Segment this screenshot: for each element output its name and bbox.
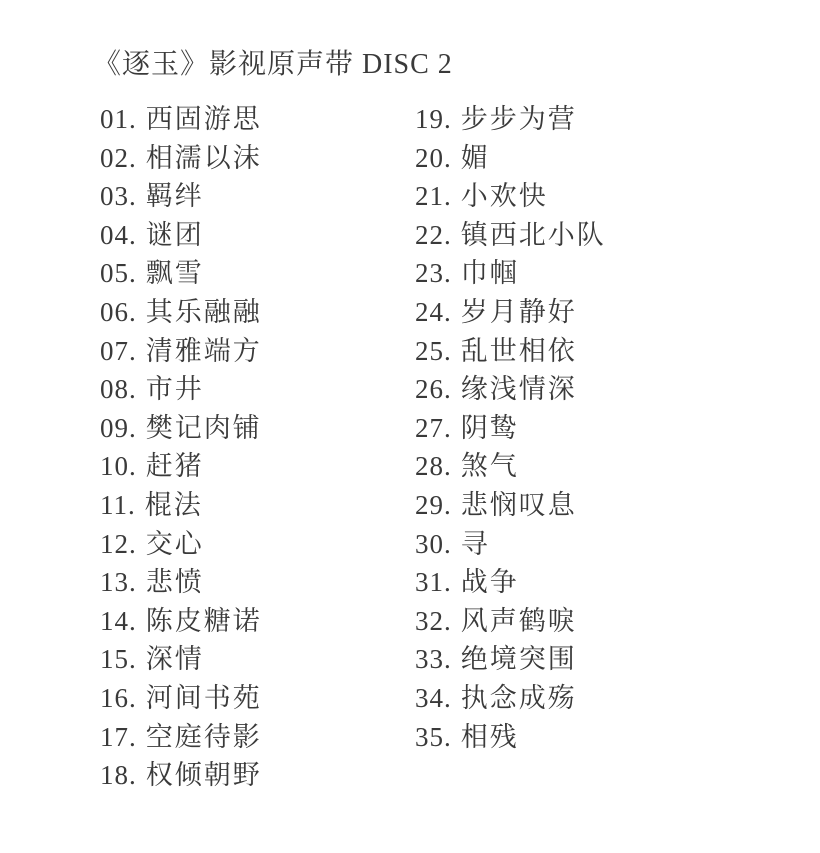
- track-title: 谜团: [145, 219, 204, 250]
- track-item: [100, 447, 415, 486]
- track-item: [100, 602, 415, 641]
- track-title: 战争: [460, 567, 519, 598]
- track-title: 媚: [460, 142, 490, 173]
- track-number: 10.: [100, 451, 137, 482]
- track-item: [100, 679, 415, 718]
- track-title: 煞气: [460, 451, 519, 482]
- track-title: 相濡以沫: [145, 142, 262, 173]
- track-number: 26.: [415, 374, 452, 405]
- track-number: 35.: [415, 721, 452, 752]
- track-item: [415, 563, 745, 602]
- track-title: 深情: [145, 644, 204, 675]
- track-item: [415, 718, 745, 757]
- track-title: 阴鸷: [460, 412, 519, 443]
- track-number: 02.: [100, 142, 137, 173]
- track-item: [415, 602, 745, 641]
- track-item: [415, 254, 745, 293]
- track-item: [100, 718, 415, 757]
- track-number: 08.: [100, 374, 137, 405]
- track-item: [415, 293, 745, 332]
- track-number: 16.: [100, 682, 137, 713]
- track-item: [415, 177, 745, 216]
- track-number: 30.: [415, 528, 452, 559]
- track-title: 棍法: [144, 489, 203, 520]
- track-number: 20.: [415, 142, 452, 173]
- track-item: [415, 640, 745, 679]
- track-number: 11.: [100, 489, 136, 520]
- track-number: 15.: [100, 644, 137, 675]
- track-title: 绝境突围: [460, 644, 577, 675]
- track-list-right: [415, 100, 745, 756]
- track-number: 05.: [100, 258, 137, 289]
- track-item: [415, 370, 745, 409]
- track-item: [415, 525, 745, 564]
- track-title: 羁绊: [145, 181, 204, 212]
- track-title: 交心: [145, 528, 204, 559]
- page-title: 《逐玉》影视原声带 DISC 2: [93, 49, 453, 80]
- track-list-left: [100, 100, 415, 795]
- track-number: 18.: [100, 760, 137, 791]
- track-number: 29.: [415, 489, 452, 520]
- track-title: 清雅端方: [145, 335, 262, 366]
- track-title: 河间书苑: [145, 682, 262, 713]
- track-title: 小欢快: [460, 181, 548, 212]
- track-item: [415, 486, 745, 525]
- track-title: 樊记肉铺: [145, 412, 262, 443]
- track-number: 17.: [100, 721, 137, 752]
- track-item: [100, 640, 415, 679]
- track-title: 其乐融融: [145, 296, 262, 327]
- track-title: 悲悯叹息: [460, 489, 577, 520]
- track-number: 23.: [415, 258, 452, 289]
- track-title: 寻: [460, 528, 490, 559]
- track-item: [415, 100, 745, 139]
- track-item: [415, 332, 745, 371]
- track-item: [100, 525, 415, 564]
- track-item: [100, 216, 415, 255]
- track-number: 09.: [100, 412, 137, 443]
- track-number: 03.: [100, 181, 137, 212]
- track-item: [100, 756, 415, 795]
- track-item: [415, 679, 745, 718]
- track-number: 06.: [100, 296, 137, 327]
- track-title: 权倾朝野: [145, 760, 262, 791]
- track-title: 巾帼: [460, 258, 519, 289]
- track-columns: [100, 100, 793, 795]
- track-number: 01.: [100, 104, 137, 134]
- track-number: 24.: [415, 296, 452, 327]
- track-title: 飘雪: [145, 258, 204, 289]
- track-title: 岁月静好: [460, 296, 577, 327]
- track-number: 21.: [415, 181, 452, 212]
- track-number: 13.: [100, 567, 137, 598]
- track-item: [100, 370, 415, 409]
- track-title: 风声鹤唳: [460, 605, 577, 636]
- track-number: 12.: [100, 528, 137, 559]
- track-number: 22.: [415, 219, 452, 250]
- track-number: 25.: [415, 335, 452, 366]
- track-item: [100, 177, 415, 216]
- track-item: [415, 409, 745, 448]
- track-title: 执念成殇: [460, 682, 577, 713]
- track-title: 镇西北小队: [460, 219, 606, 250]
- track-title: 步步为营: [460, 104, 577, 134]
- track-title: 悲愤: [145, 567, 204, 598]
- track-item: [100, 409, 415, 448]
- track-number: 28.: [415, 451, 452, 482]
- track-item: [100, 139, 415, 178]
- track-number: 31.: [415, 567, 452, 598]
- track-item: [100, 486, 415, 525]
- track-title: 缘浅情深: [460, 374, 577, 405]
- soundtrack-page: [93, 42, 793, 795]
- track-item: [100, 100, 415, 139]
- track-number: 14.: [100, 605, 137, 636]
- track-number: 27.: [415, 412, 452, 443]
- track-number: 19.: [415, 104, 452, 134]
- track-item: [415, 216, 745, 255]
- track-number: 07.: [100, 335, 137, 366]
- track-item: [100, 563, 415, 602]
- track-item: [100, 332, 415, 371]
- track-item: [415, 139, 745, 178]
- track-title: 赶猪: [145, 451, 204, 482]
- track-title: 市井: [145, 374, 204, 405]
- track-title: 陈皮糖诺: [145, 605, 262, 636]
- track-number: 32.: [415, 605, 452, 636]
- track-item: [415, 447, 745, 486]
- track-title: 西固游思: [145, 104, 262, 134]
- track-title: 空庭待影: [145, 721, 262, 752]
- track-number: 04.: [100, 219, 137, 250]
- track-title: 相残: [460, 721, 519, 752]
- track-title: 乱世相依: [460, 335, 577, 366]
- track-item: [100, 293, 415, 332]
- track-item: [100, 254, 415, 293]
- track-number: 34.: [415, 682, 452, 713]
- track-number: 33.: [415, 644, 452, 675]
